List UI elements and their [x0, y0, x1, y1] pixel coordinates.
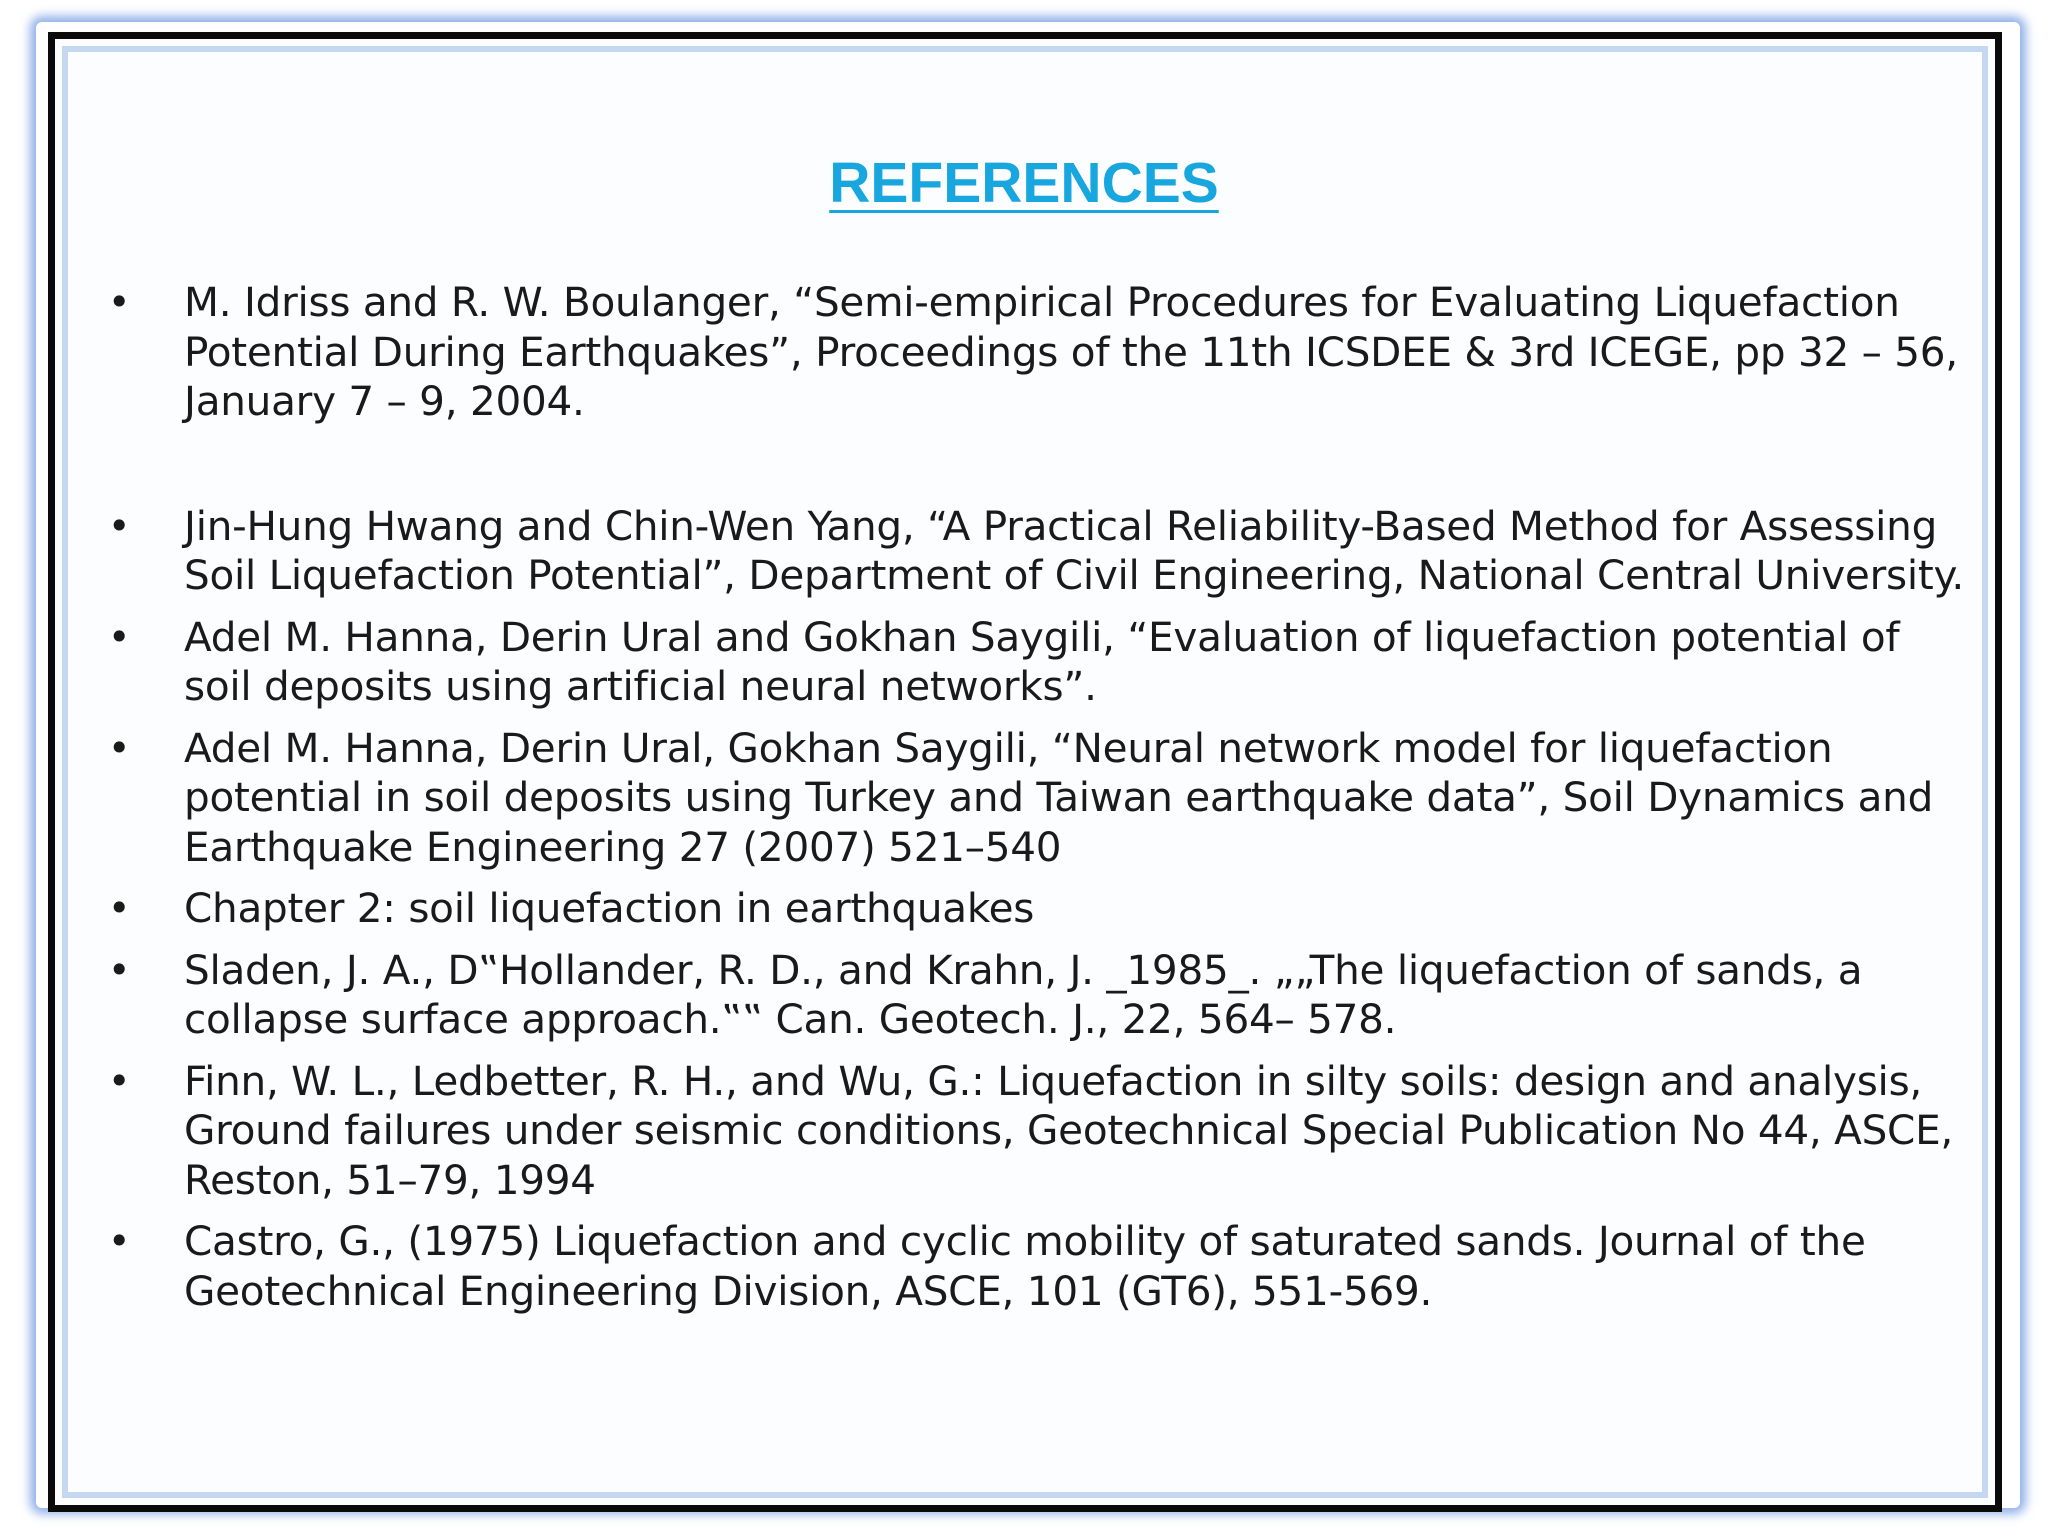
reference-item	[108, 1057, 2048, 1206]
reference-line: Soil Liquefaction Potential”, Department of Civil Engineering, National Central University.	[184, 551, 1965, 599]
reference-line: Geotechnical Engineering Division, ASCE, 101 (GT6), 551-569.	[184, 1266, 1433, 1315]
bullet-icon: •	[108, 614, 131, 659]
reference-line: Jin-Hung Hwang and Chin-Wen Yang, “A Practical Reliability-Based Method for Assessing	[184, 501, 1938, 550]
reference-line: Adel M. Hanna, Derin Ural, Gokhan Saygili, “Neural network model for liquefaction	[184, 723, 1833, 772]
bullet-icon: •	[108, 1219, 131, 1263]
bullet-icon: •	[108, 503, 131, 548]
reference-line: Chapter 2: soil liquefaction in earthquakes	[184, 884, 1035, 932]
reference-line: Potential During Earthquakes”, Proceedings of the 11th ICSDEE & 3rd ICEGE, pp 32 – 56,	[184, 327, 1958, 376]
reference-item	[108, 1217, 2048, 1316]
reference-line: soil deposits using artificial neural networks”.	[184, 662, 1097, 710]
slide-title-text: REFERENCES	[829, 151, 1219, 215]
reference-line: Earthquake Engineering 27 (2007) 521–540	[184, 822, 1062, 871]
reference-item	[108, 278, 2048, 427]
reference-line: collapse surface approach.‟‟ Can. Geotech. J., 22, 564– 578.	[184, 995, 1397, 1043]
bullet-icon: •	[108, 725, 131, 770]
bullet-icon: •	[108, 280, 131, 324]
reference-line: Adel M. Hanna, Derin Ural and Gokhan Saygili, “Evaluation of liquefaction potential of	[184, 612, 1900, 661]
reference-line: January 7 – 9, 2004.	[184, 377, 585, 425]
bullet-icon: •	[108, 1058, 131, 1103]
reference-item	[108, 724, 2048, 873]
reference-line: Sladen, J. A., D‟Hollander, R. D., and Krahn, J. _1985_. „„The liquefaction of sands, a	[184, 945, 1863, 994]
reference-line: M. Idriss and R. W. Boulanger, “Semi-empirical Procedures for Evaluating Liquefaction	[184, 278, 1900, 326]
reference-line: Reston, 51–79, 1994	[184, 1155, 596, 1204]
reference-line: Castro, G., (1975) Liquefaction and cyclic mobility of saturated sands. Journal of the	[184, 1217, 1866, 1265]
reference-line: Ground failures under seismic conditions, Geotechnical Special Publication No 44, ASCE,	[184, 1106, 1954, 1154]
reference-line: potential in soil deposits using Turkey and Taiwan earthquake data”, Soil Dynamics and	[184, 773, 1934, 821]
slide-title	[0, 150, 2048, 216]
bullet-icon: •	[108, 886, 131, 930]
reference-item	[108, 613, 2048, 712]
reference-line: Finn, W. L., Ledbetter, R. H., and Wu, G.: Liquefaction in silty soils: design and analysis,	[184, 1056, 1923, 1105]
reference-item	[108, 502, 2048, 601]
bullet-icon: •	[108, 947, 131, 992]
reference-item	[108, 946, 2048, 1045]
reference-item	[108, 884, 2048, 934]
reference-list	[108, 278, 2048, 1328]
